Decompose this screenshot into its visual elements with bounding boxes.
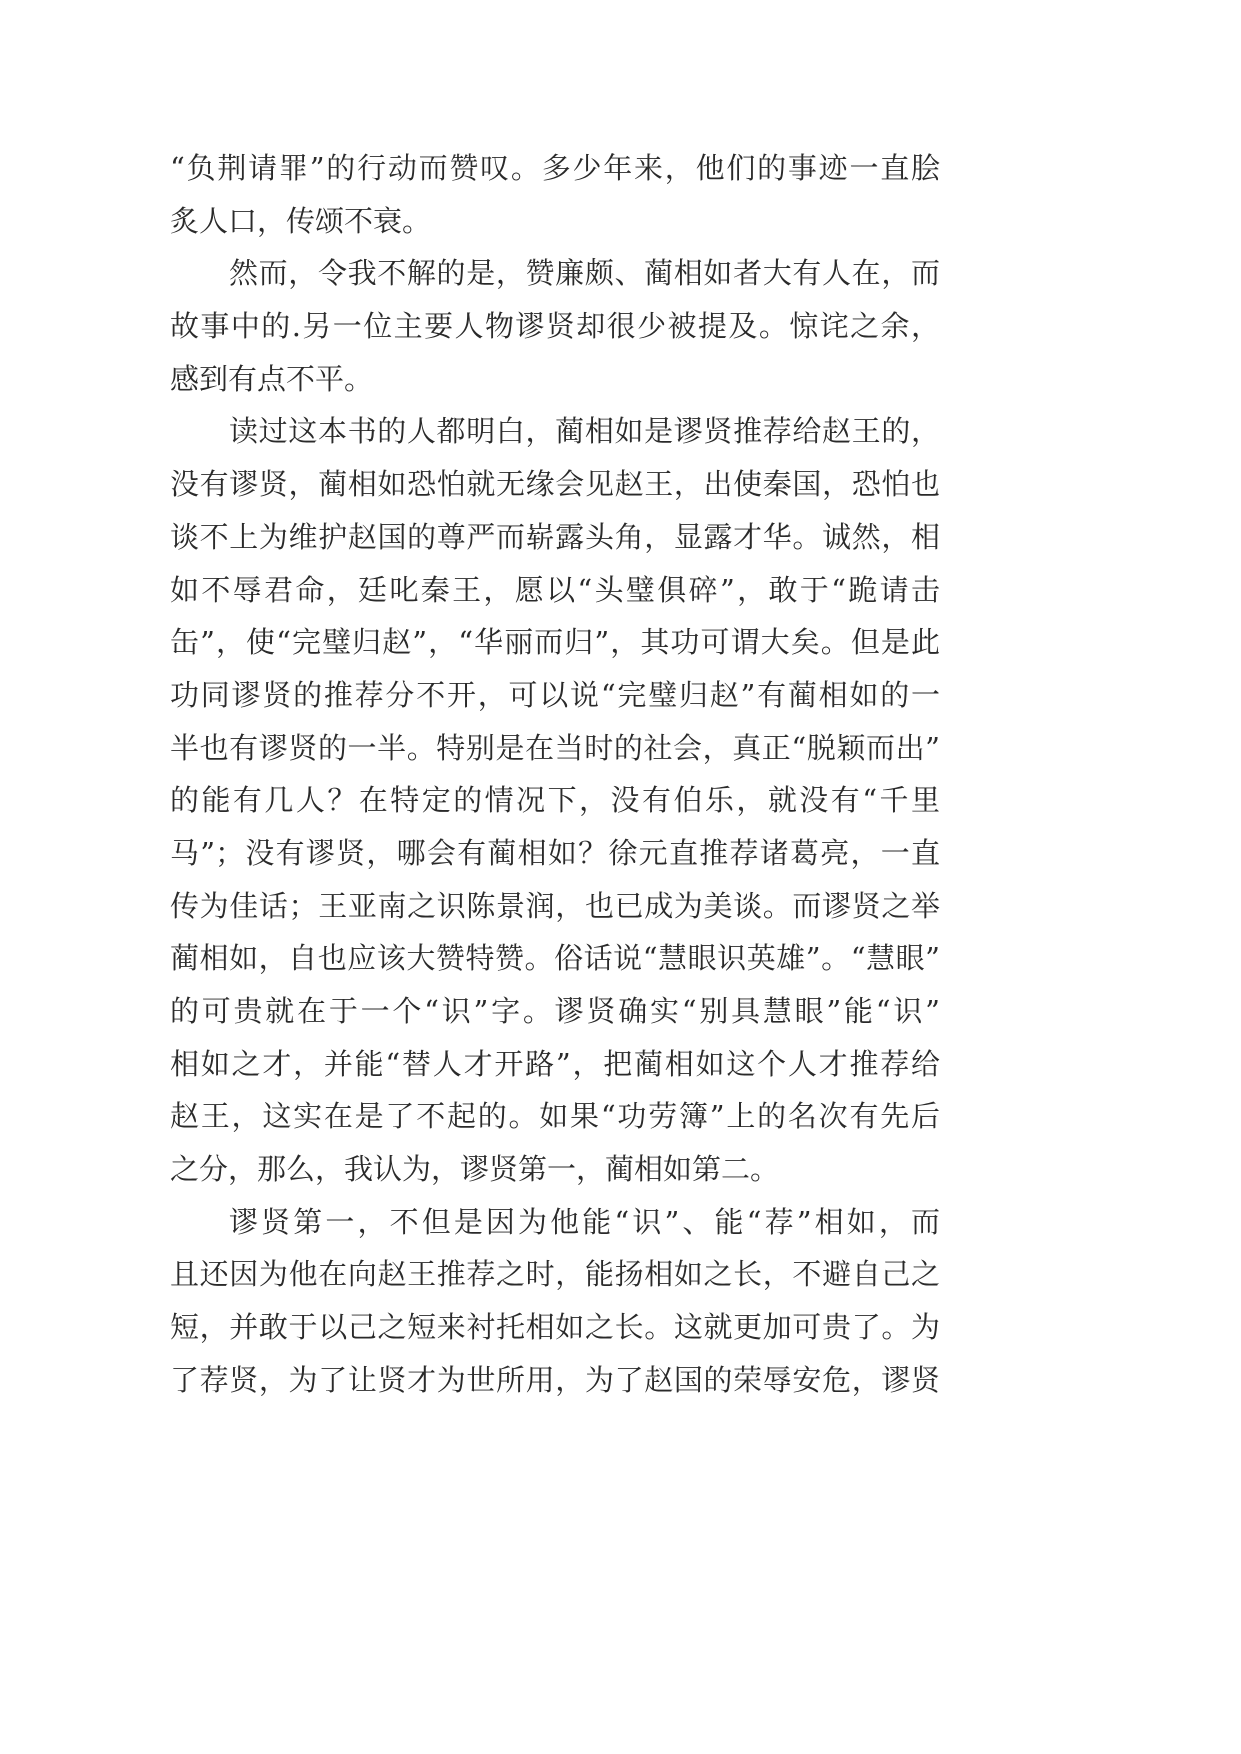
text-line: 谈不上为维护赵国的尊严而崭露头角，显露才华。诚然，相 [170, 519, 940, 554]
text-line: 如不辱君命，廷叱秦王，愿以“头璧俱碎”，敢于“跪请击 [170, 572, 940, 607]
text-line: 马”；没有谬贤，哪会有蔺相如？徐元直推荐诸葛亮，一直 [170, 835, 940, 870]
text-line: 没有谬贤，蔺相如恐怕就无缘会见赵王，出使秦国，恐怕也 [170, 467, 940, 502]
text-line: 了荐贤，为了让贤才为世所用，为了赵国的荣辱安危，谬贤 [170, 1362, 940, 1397]
text-line: 感到有点不平。 [170, 361, 374, 396]
text-line: 之分，那么，我认为，谬贤第一，蔺相如第二。 [170, 1152, 780, 1187]
body-text [170, 142, 940, 1407]
text-line: 相如之才，并能“替人才开路”，把蔺相如这个人才推荐给 [170, 1046, 940, 1081]
text-line: “负荆请罪”的行动而赞叹。多少年来，他们的事迹一直脍 [170, 151, 940, 185]
text-line: 且还因为他在向赵王推荐之时，能扬相如之长，不避自己之 [170, 1257, 940, 1292]
text-line: 功同谬贤的推荐分不开，可以说“完璧归赵”有蔺相如的一 [170, 677, 940, 712]
text-line: 短，并敢于以己之短来衬托相如之长。这就更加可贵了。为 [170, 1310, 940, 1345]
text-line: 读过这本书的人都明白，蔺相如是谬贤推荐给赵王的， [229, 414, 940, 449]
paragraph [170, 1196, 940, 1407]
paragraph [170, 247, 940, 405]
text-line: 赵王，这实在是了不起的。如果“功劳簿”上的名次有先后 [170, 1099, 940, 1134]
text-line: 谬贤第一，不但是因为他能“识”、能“荐”相如，而 [229, 1204, 940, 1239]
text-line: 缶”，使“完璧归赵”，“华丽而归”，其功可谓大矣。但是此 [170, 625, 940, 660]
text-line: 半也有谬贤的一半。特别是在当时的社会，真正“脱颖而出” [170, 730, 940, 765]
text-line: 然而，令我不解的是，赞廉颇、蔺相如者大有人在，而 [229, 256, 940, 291]
paragraph [170, 142, 940, 247]
text-line: 故事中的.另一位主要人物谬贤却很少被提及。惊诧之余， [170, 309, 940, 344]
text-line: 的可贵就在于一个“识”字。谬贤确实“别具慧眼”能“识” [170, 994, 940, 1028]
text-line: 蔺相如，自也应该大赞特赞。俗话说“慧眼识英雄”。“慧眼” [170, 941, 940, 976]
text-line: 炙人口，传颂不衰。 [170, 203, 432, 238]
text-line: 传为佳话；王亚南之识陈景润，也已成为美谈。而谬贤之举 [170, 888, 940, 923]
paragraph [170, 405, 940, 1195]
text-line: 的能有几人？在特定的情况下，没有伯乐，就没有“千里 [170, 783, 940, 818]
